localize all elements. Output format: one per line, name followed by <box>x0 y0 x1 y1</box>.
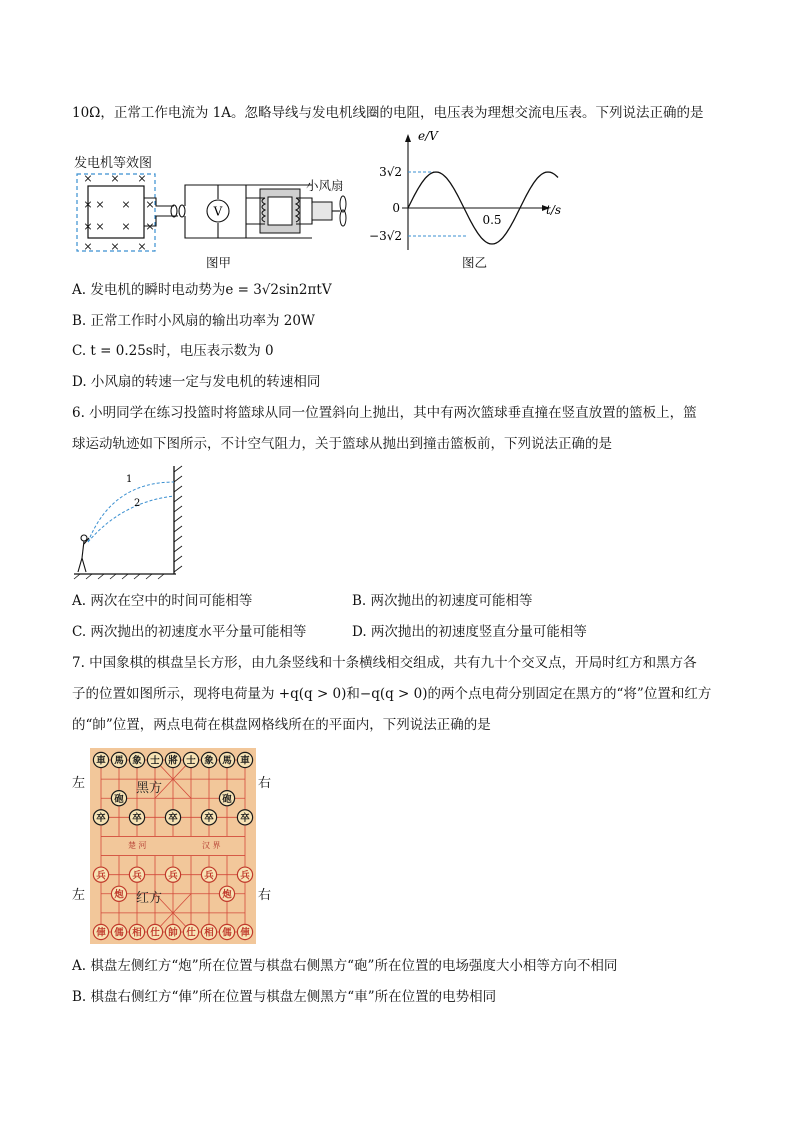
emf-waveform-graph <box>362 126 572 256</box>
svg-text:×: × <box>121 220 131 233</box>
black-piece-label: 士 <box>186 755 196 767</box>
q5-option-b: B. 正常工作时小风扇的输出功率为 20W <box>72 313 315 329</box>
red-piece-label: 傌 <box>222 927 232 939</box>
figure-jia-caption: 图甲 <box>206 255 232 270</box>
trajectory-label-1: 1 <box>126 474 133 485</box>
black-piece <box>111 752 126 767</box>
red-pawn-piece <box>237 867 252 882</box>
red-piece <box>183 924 198 939</box>
origin-label: 0 <box>392 201 400 215</box>
svg-text:×: × <box>95 198 105 211</box>
board-right-label-bottom: 右 <box>258 888 272 903</box>
basketball-trajectory-figure <box>72 462 192 580</box>
black-piece-label: 將 <box>168 755 178 767</box>
fan-label: 小风扇 <box>306 178 344 193</box>
emf-waveform-figure <box>362 126 572 256</box>
red-piece <box>93 924 108 939</box>
red-piece <box>147 924 162 939</box>
xiangqi-board <box>90 748 256 944</box>
red-cannon-piece <box>219 886 234 901</box>
black-piece <box>165 752 180 767</box>
board-left-label-top: 左 <box>72 776 86 791</box>
black-piece-label: 馬 <box>114 755 124 767</box>
red-pawn-piece-label: 兵 <box>204 870 214 882</box>
red-pawn-piece <box>201 867 216 882</box>
q6-option-d: D. 两次抛出的初速度竖直分量可能相等 <box>352 624 587 640</box>
red-piece <box>237 924 252 939</box>
generator-figure-title: 发电机等效图 <box>74 156 153 171</box>
svg-text:×: × <box>83 198 93 211</box>
figure-yi-caption: 图乙 <box>462 255 488 270</box>
board-right-label-top: 右 <box>258 776 272 791</box>
q5-stem-line: 10Ω，正常工作电流为 1A。忽略导线与发电机线圈的电阻，电压表为理想交流电压表。下列说法正确的是 <box>72 105 704 121</box>
black-piece <box>183 752 198 767</box>
red-piece <box>165 924 180 939</box>
svg-text:×: × <box>110 172 120 185</box>
red-piece-label: 傌 <box>114 927 124 939</box>
x-axis-label: t/s <box>546 203 562 217</box>
black-pawn-piece <box>129 810 144 825</box>
red-pawn-piece <box>93 867 108 882</box>
q7-stem-line-3: 的“帥”位置，两点电荷在棋盘网格线所在的平面内，下列说法正确的是 <box>72 717 491 733</box>
black-pawn-piece-label: 卒 <box>168 812 178 824</box>
black-piece-label: 馬 <box>222 755 232 767</box>
red-cannon-piece-label: 炮 <box>222 889 232 901</box>
black-pawn-piece <box>93 810 108 825</box>
q6-option-b: B. 两次抛出的初速度可能相等 <box>352 593 533 609</box>
red-piece <box>219 924 234 939</box>
q6-option-c: C. 两次抛出的初速度水平分量可能相等 <box>72 624 307 640</box>
black-pawn-piece-label: 卒 <box>96 812 106 824</box>
black-pawn-piece <box>237 810 252 825</box>
y-tick-positive: 3√2 <box>379 165 402 179</box>
black-pawn-piece <box>165 810 180 825</box>
black-piece <box>219 752 234 767</box>
svg-text:×: × <box>83 172 93 185</box>
svg-text:×: × <box>137 240 147 253</box>
red-piece <box>201 924 216 939</box>
red-cannon-piece <box>111 886 126 901</box>
trajectory-1 <box>88 482 174 542</box>
black-piece-label: 象 <box>204 755 214 767</box>
q7-stem-line-1: 7. 中国象棋的棋盘呈长方形，由九条竖线和十条横线相交组成，共有九十个交叉点，开局时红方和黑方各 <box>72 655 697 671</box>
river-label-left: 楚 河 <box>128 841 147 850</box>
red-side-label: 红方 <box>136 891 163 906</box>
black-piece-label: 車 <box>240 755 250 767</box>
black-cannon-piece <box>219 791 234 806</box>
black-pawn-piece-label: 卒 <box>204 812 214 824</box>
board-left-label-bottom: 左 <box>72 888 86 903</box>
red-piece-label: 相 <box>204 927 214 939</box>
q6-stem-line-1: 6. 小明同学在练习投篮时将篮球从同一位置斜向上抛出，其中有两次篮球垂直撞在竖直放置的篮板上，篮 <box>72 405 697 421</box>
black-piece <box>201 752 216 767</box>
black-cannon-piece-label: 砲 <box>222 793 232 805</box>
svg-text:×: × <box>145 198 155 211</box>
svg-text:×: × <box>110 240 120 253</box>
y-tick-negative: −3√2 <box>369 229 402 243</box>
black-pawn-piece-label: 卒 <box>132 812 142 824</box>
black-piece <box>93 752 108 767</box>
q7-stem-line-2: 子的位置如图所示，现将电荷量为 +q(q > 0)和−q(q > 0)的两个点电荷分别固定在黑方的“将”位置和红方 <box>72 686 712 702</box>
y-axis-label: e/V <box>418 129 438 143</box>
black-cannon-piece <box>111 791 126 806</box>
q6-option-a: A. 两次在空中的时间可能相等 <box>72 593 253 609</box>
red-pawn-piece <box>165 867 180 882</box>
trajectory-label-2: 2 <box>134 498 141 509</box>
q6-stem-line-2: 球运动轨迹如下图所示，不计空气阻力，关于篮球从抛出到撞击篮板前，下列说法正确的是 <box>72 436 612 452</box>
red-cannon-piece-label: 炮 <box>114 889 124 901</box>
red-piece-label: 俥 <box>240 927 250 939</box>
svg-text:×: × <box>95 220 105 233</box>
black-piece-label: 象 <box>132 755 142 767</box>
black-piece-label: 士 <box>150 755 160 767</box>
svg-text:×: × <box>83 240 93 253</box>
red-piece-label: 相 <box>132 927 142 939</box>
red-pawn-piece-label: 兵 <box>96 870 106 882</box>
svg-text:×: × <box>137 172 147 185</box>
q5-option-a: A. 发电机的瞬时电动势为e = 3√2sin2πtV <box>72 282 332 298</box>
voltmeter-symbol: V <box>213 204 223 219</box>
red-piece-label: 俥 <box>96 927 106 939</box>
q7-option-b: B. 棋盘右侧红方“俥”所在位置与棋盘左侧黑方“車”所在位置的电势相同 <box>72 989 497 1005</box>
black-cannon-piece-label: 砲 <box>114 793 124 805</box>
black-side-label: 黑方 <box>136 781 163 796</box>
red-piece-label: 仕 <box>186 927 196 939</box>
q7-option-a: A. 棋盘左侧红方“炮”所在位置与棋盘右侧黑方“砲”所在位置的电场强度大小相等方向不相同 <box>72 958 618 974</box>
red-piece-label: 仕 <box>150 927 160 939</box>
black-pawn-piece <box>201 810 216 825</box>
black-pawn-piece-label: 卒 <box>240 812 250 824</box>
red-pawn-piece-label: 兵 <box>168 870 178 882</box>
x-tick-label: 0.5 <box>482 213 502 227</box>
black-piece-label: 車 <box>96 755 106 767</box>
svg-text:×: × <box>145 220 155 233</box>
svg-text:×: × <box>121 198 131 211</box>
red-piece-label: 帥 <box>168 927 178 939</box>
black-piece <box>129 752 144 767</box>
player-icon <box>78 535 89 572</box>
trajectory-2 <box>88 496 174 542</box>
chess-board-figure <box>72 748 282 944</box>
red-pawn-piece-label: 兵 <box>240 870 250 882</box>
basketball-trajectory-diagram <box>72 462 192 580</box>
svg-text:×: × <box>83 220 93 233</box>
river-label-right: 汉 界 <box>202 841 221 850</box>
red-pawn-piece <box>129 867 144 882</box>
q5-option-c: C. t = 0.25s时，电压表示数为 0 <box>72 343 274 359</box>
q5-option-d: D. 小风扇的转速一定与发电机的转速相同 <box>72 374 321 390</box>
black-piece <box>237 752 252 767</box>
red-piece <box>111 924 126 939</box>
red-pawn-piece-label: 兵 <box>132 870 142 882</box>
black-piece <box>147 752 162 767</box>
red-piece <box>129 924 144 939</box>
